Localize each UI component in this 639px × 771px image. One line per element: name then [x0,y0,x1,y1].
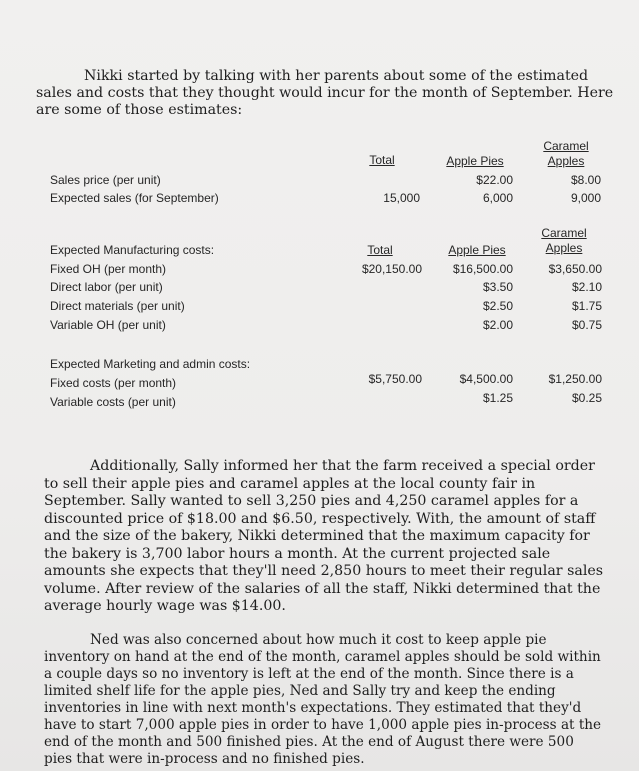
expected-sales-total: 15,000 [383,191,420,205]
direct-materials-label: Direct materials (per unit) [50,299,185,313]
special-order-paragraph: Additionally, Sally informed her that the farm received a special order to sell their apple pies and caramel apples at the local county fair in September. Sally wanted to sell 3,250 pies and 4,250 caramel apples for a discounted price of $18.00 and $6.50, respectively. With, the amount of staff and the size of the bakery, Nikki determined that the maximum capacity for the bakery is 3,700 labor hours a month. At the current projected sale amounts she expects that they'll need 2,850 hours to meet their regular sales volume. After review of the salaries of all the staff, Nikki determined that the average hourly wage was $14.00. [44,458,604,614]
direct-labor-caramel: $2.10 [571,280,602,294]
mfg-col-caramel-header: Caramel Apples [541,226,587,255]
mkt-fixed-total: $5,750.00 [368,372,422,386]
expected-sales-label: Expected sales (for September) [50,191,219,205]
sales-col-apple-header: Apple Pies [446,154,504,168]
fixed-oh-apple: $16,500.00 [452,262,513,276]
variable-oh-caramel: $0.75 [571,318,602,332]
mkt-variable-label: Variable costs (per unit) [50,395,176,409]
mkt-heading: Expected Marketing and admin costs: [50,357,251,371]
direct-labor-label: Direct labor (per unit) [50,280,163,294]
sales-col-caramel-header: Caramel Apples [543,139,589,168]
variable-oh-apple: $2.00 [482,318,513,332]
mkt-fixed-caramel: $1,250.00 [548,372,602,386]
mkt-variable-caramel: $0.25 [571,391,602,405]
inventory-paragraph: Ned was also concerned about how much it cost to keep apple pie inventory on hand at the end of the month, caramel apples should be sold within a couple days so no inventory is left at the end of the month. Since there is a limited shelf life for the apple pies, Ned and Sally try and keep the ending inventories in line with next month's expectations. They estimated that they'd have to start 7,000 apple pies in order to have 1,000 apple pies in-process at the end of the month and 500 finished pies. At the end of August there were 500 pies that were in-process and no finished pies. [44,632,602,767]
fixed-oh-total: $20,150.00 [361,262,422,276]
mfg-heading: Expected Manufacturing costs: [50,243,215,257]
direct-materials-apple: $2.50 [482,299,513,313]
direct-labor-apple: $3.50 [482,280,513,294]
mkt-variable-apple: $1.25 [482,391,513,405]
variable-oh-label: Variable OH (per unit) [50,318,166,332]
intro-paragraph: Nikki started by talking with her parents about some of the estimated sales and costs that they thought would incur for the month of September. Here are some of those estimates: [36,68,614,118]
sales-price-caramel: $8.00 [570,173,601,187]
expected-sales-apple: 6,000 [482,191,513,205]
mkt-fixed-label: Fixed costs (per month) [50,376,177,390]
sales-col-total-header: Total [369,153,395,167]
sales-price-label: Sales price (per unit) [50,173,161,187]
mfg-col-apple-header: Apple Pies [448,243,506,257]
sales-price-apple: $22.00 [476,173,513,187]
mkt-fixed-apple: $4,500.00 [459,372,513,386]
mfg-col-total-header: Total [367,243,393,257]
fixed-oh-label: Fixed OH (per month) [50,262,167,276]
expected-sales-caramel: 9,000 [570,191,601,205]
fixed-oh-caramel: $3,650.00 [548,262,602,276]
direct-materials-caramel: $1.75 [571,299,602,313]
